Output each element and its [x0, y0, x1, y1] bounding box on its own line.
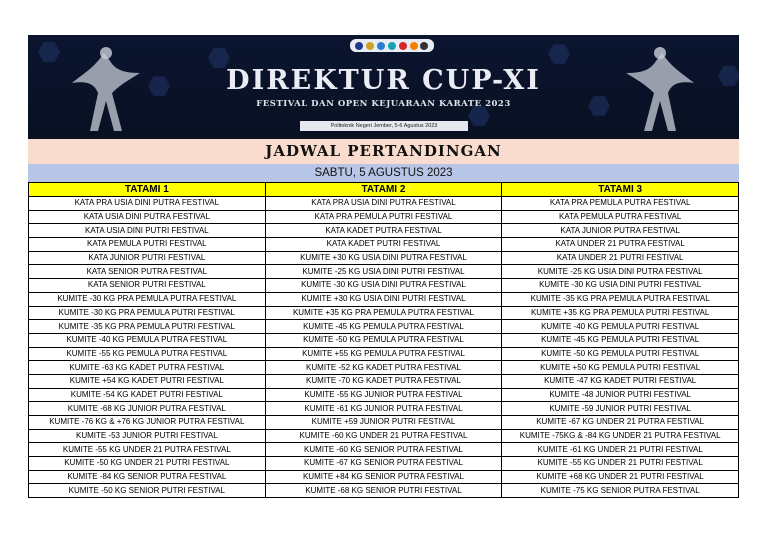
table-row: [29, 238, 739, 252]
table-cell: KUMITE -30 KG PRA PEMULA PUTRA FESTIVAL: [29, 292, 266, 306]
logo-icon: [388, 42, 396, 50]
schedule-table: [28, 182, 739, 498]
table-cell: KUMITE -61 KG JUNIOR PUTRA FESTIVAL: [265, 402, 502, 416]
logo-icon: [399, 42, 407, 50]
table-row: [29, 306, 739, 320]
table-cell: KUMITE -55 KG PEMULA PUTRA FESTIVAL: [29, 347, 266, 361]
table-cell: KUMITE -52 KG KADET PUTRA FESTIVAL: [265, 361, 502, 375]
table-row: [29, 224, 739, 238]
table-cell: KATA USIA DINI PUTRI FESTIVAL: [29, 224, 266, 238]
event-venue: Politeknik Negeri Jember, 5-6 Agustus 2023: [300, 121, 468, 131]
table-cell: KUMITE -54 KG KADET PUTRI FESTIVAL: [29, 388, 266, 402]
table-row: [29, 484, 739, 498]
sponsor-logos: [350, 39, 434, 52]
table-row: [29, 197, 739, 211]
table-row: [29, 388, 739, 402]
table-cell: KUMITE -35 KG PRA PEMULA PUTRI FESTIVAL: [29, 320, 266, 334]
table-cell: KUMITE +59 JUNIOR PUTRI FESTIVAL: [265, 416, 502, 430]
table-row: [29, 374, 739, 388]
table-cell: KUMITE -25 KG USIA DINI PUTRA FESTIVAL: [502, 265, 739, 279]
table-row: [29, 361, 739, 375]
table-cell: KUMITE +54 KG KADET PUTRI FESTIVAL: [29, 374, 266, 388]
table-cell: KUMITE -50 KG UNDER 21 PUTRI FESTIVAL: [29, 457, 266, 471]
table-row: [29, 292, 739, 306]
event-subtitle: FESTIVAL DAN OPEN KEJUARAAN KARATE 2023: [256, 99, 511, 109]
table-row: [29, 347, 739, 361]
table-cell: KUMITE -55 KG UNDER 21 PUTRA FESTIVAL: [29, 443, 266, 457]
table-cell: KUMITE -67 KG UNDER 21 PUTRA FESTIVAL: [502, 416, 739, 430]
table-cell: KUMITE -75 KG SENIOR PUTRA FESTIVAL: [502, 484, 739, 498]
table-cell: KATA PEMULA PUTRA FESTIVAL: [502, 210, 739, 224]
table-cell: KUMITE +68 KG UNDER 21 PUTRI FESTIVAL: [502, 470, 739, 484]
table-row: [29, 457, 739, 471]
event-banner: [28, 35, 739, 139]
table-row: [29, 251, 739, 265]
table-cell: KUMITE +35 KG PRA PEMULA PUTRI FESTIVAL: [502, 306, 739, 320]
table-cell: KUMITE -70 KG KADET PUTRA FESTIVAL: [265, 374, 502, 388]
table-cell: KUMITE -61 KG UNDER 21 PUTRI FESTIVAL: [502, 443, 739, 457]
table-cell: KUMITE -48 JUNIOR PUTRI FESTIVAL: [502, 388, 739, 402]
column-header-tatami-2: TATAMI 2: [265, 183, 502, 197]
hexagon-decoration: [38, 41, 60, 63]
table-cell: KUMITE -30 KG PRA PEMULA PUTRI FESTIVAL: [29, 306, 266, 320]
table-cell: KATA KADET PUTRA FESTIVAL: [265, 224, 502, 238]
table-cell: KATA PEMULA PUTRI FESTIVAL: [29, 238, 266, 252]
table-row: [29, 416, 739, 430]
table-cell: KUMITE -60 KG SENIOR PUTRA FESTIVAL: [265, 443, 502, 457]
table-cell: KUMITE -30 KG USIA DINI PUTRA FESTIVAL: [265, 279, 502, 293]
table-cell: KATA USIA DINI PUTRA FESTIVAL: [29, 210, 266, 224]
table-row: [29, 470, 739, 484]
table-cell: KUMITE -59 JUNIOR PUTRI FESTIVAL: [502, 402, 739, 416]
hexagon-decoration: [548, 43, 570, 65]
table-cell: KUMITE -40 KG PEMULA PUTRA FESTIVAL: [29, 333, 266, 347]
event-title: DIREKTUR CUP-XI: [226, 65, 541, 96]
table-cell: KUMITE +84 KG SENIOR PUTRA FESTIVAL: [265, 470, 502, 484]
table-cell: KUMITE -84 KG SENIOR PUTRA FESTIVAL: [29, 470, 266, 484]
table-cell: KUMITE -50 KG SENIOR PUTRI FESTIVAL: [29, 484, 266, 498]
table-cell: KUMITE -40 KG PEMULA PUTRI FESTIVAL: [502, 320, 739, 334]
table-cell: KATA SENIOR PUTRA FESTIVAL: [29, 265, 266, 279]
table-cell: KUMITE -30 KG USIA DINI PUTRI FESTIVAL: [502, 279, 739, 293]
table-cell: KUMITE -63 KG KADET PUTRA FESTIVAL: [29, 361, 266, 375]
logo-icon: [420, 42, 428, 50]
table-cell: KUMITE -68 KG SENIOR PUTRI FESTIVAL: [265, 484, 502, 498]
logo-icon: [410, 42, 418, 50]
table-row: [29, 443, 739, 457]
table-row: [29, 320, 739, 334]
table-cell: KATA PRA USIA DINI PUTRA FESTIVAL: [29, 197, 266, 211]
schedule-date: SABTU, 5 AGUSTUS 2023: [28, 164, 739, 182]
table-cell: KUMITE -60 KG UNDER 21 PUTRA FESTIVAL: [265, 429, 502, 443]
table-cell: KUMITE +35 KG PRA PEMULA PUTRA FESTIVAL: [265, 306, 502, 320]
table-cell: KUMITE +55 KG PEMULA PUTRA FESTIVAL: [265, 347, 502, 361]
table-cell: KATA UNDER 21 PUTRA FESTIVAL: [502, 238, 739, 252]
table-cell: KUMITE +50 KG PEMULA PUTRI FESTIVAL: [502, 361, 739, 375]
table-cell: KATA PRA PEMULA PUTRI FESTIVAL: [265, 210, 502, 224]
table-cell: KATA PRA PEMULA PUTRA FESTIVAL: [502, 197, 739, 211]
table-row: [29, 402, 739, 416]
table-header-row: [29, 183, 739, 197]
table-cell: KUMITE -45 KG PEMULA PUTRI FESTIVAL: [502, 333, 739, 347]
table-row: [29, 279, 739, 293]
table-cell: KATA JUNIOR PUTRI FESTIVAL: [29, 251, 266, 265]
table-cell: KUMITE -25 KG USIA DINI PUTRI FESTIVAL: [265, 265, 502, 279]
table-cell: KATA SENIOR PUTRI FESTIVAL: [29, 279, 266, 293]
logo-icon: [377, 42, 385, 50]
table-row: [29, 333, 739, 347]
logo-icon: [366, 42, 374, 50]
table-cell: KUMITE -45 KG PEMULA PUTRA FESTIVAL: [265, 320, 502, 334]
table-cell: KUMITE -76 KG & +76 KG JUNIOR PUTRA FESTIVAL: [29, 416, 266, 430]
table-cell: KUMITE +30 KG USIA DINI PUTRA FESTIVAL: [265, 251, 502, 265]
table-cell: KATA UNDER 21 PUTRI FESTIVAL: [502, 251, 739, 265]
table-row: [29, 429, 739, 443]
column-header-tatami-3: TATAMI 3: [502, 183, 739, 197]
table-row: [29, 210, 739, 224]
table-cell: KUMITE -67 KG SENIOR PUTRA FESTIVAL: [265, 457, 502, 471]
schedule-heading: JADWAL PERTANDINGAN: [28, 139, 739, 164]
column-header-tatami-1: TATAMI 1: [29, 183, 266, 197]
table-cell: KATA KADET PUTRI FESTIVAL: [265, 238, 502, 252]
table-cell: KUMITE -55 KG JUNIOR PUTRA FESTIVAL: [265, 388, 502, 402]
table-cell: KUMITE -47 KG KADET PUTRI FESTIVAL: [502, 374, 739, 388]
table-row: [29, 265, 739, 279]
table-cell: KUMITE -75KG & -84 KG UNDER 21 PUTRA FESTIVAL: [502, 429, 739, 443]
table-cell: KUMITE -50 KG PEMULA PUTRI FESTIVAL: [502, 347, 739, 361]
logo-icon: [355, 42, 363, 50]
table-cell: KATA PRA USIA DINI PUTRA FESTIVAL: [265, 197, 502, 211]
table-cell: KATA JUNIOR PUTRA FESTIVAL: [502, 224, 739, 238]
table-cell: KUMITE -35 KG PRA PEMULA PUTRA FESTIVAL: [502, 292, 739, 306]
table-cell: KUMITE -68 KG JUNIOR PUTRA FESTIVAL: [29, 402, 266, 416]
table-cell: KUMITE -53 JUNIOR PUTRI FESTIVAL: [29, 429, 266, 443]
table-cell: KUMITE -55 KG UNDER 21 PUTRI FESTIVAL: [502, 457, 739, 471]
table-cell: KUMITE +30 KG USIA DINI PUTRI FESTIVAL: [265, 292, 502, 306]
table-cell: KUMITE -50 KG PEMULA PUTRA FESTIVAL: [265, 333, 502, 347]
